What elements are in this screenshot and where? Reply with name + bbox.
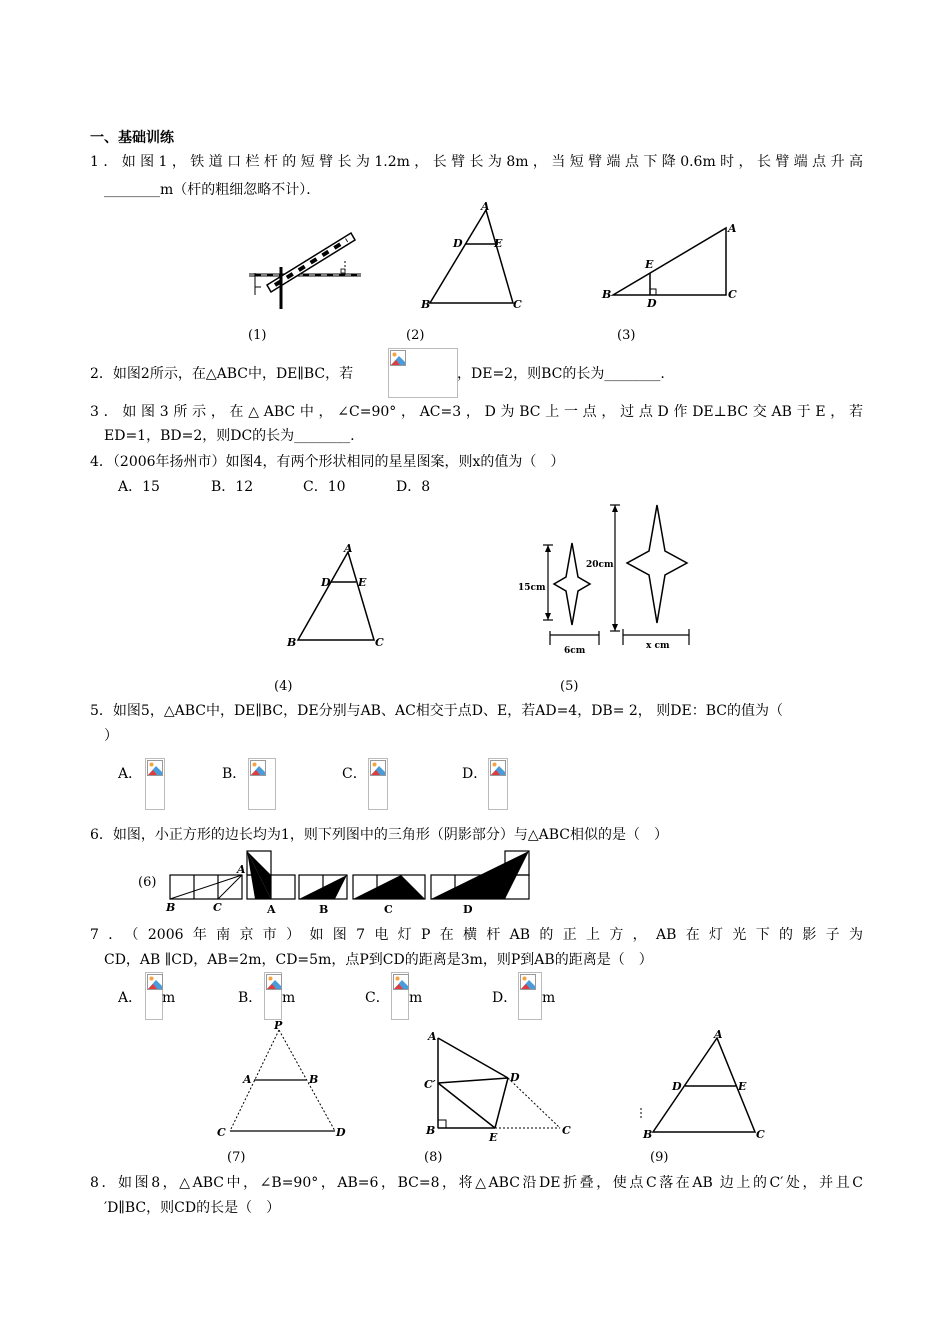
q5-line1: 5．如图5，△ABC中，DE∥BC，DE分别与AB、AC相交于点D、E，若AD=4，DB= 2， 则DE：BC的值为（ (90, 703, 783, 719)
q5-option-d[interactable]: D． (462, 766, 488, 782)
fig4-label-e: E (358, 576, 367, 589)
broken-image-icon (250, 760, 266, 776)
broken-image-icon (490, 760, 506, 776)
fig3-label-c: C (728, 288, 737, 301)
fig7-label-d: D (336, 1126, 346, 1139)
figure-1-caption: (1) (248, 328, 267, 343)
figure-6-grids (165, 845, 530, 915)
fig8-label-c: C (562, 1124, 571, 1137)
figure-4-caption: (4) (274, 679, 293, 694)
fig2-label-b: B (421, 298, 431, 311)
figure-9-caption: (9) (650, 1150, 669, 1165)
figure-7-caption: (7) (227, 1150, 246, 1165)
fig2-label-a: A (481, 200, 490, 213)
fig9-label-a: A (714, 1028, 723, 1041)
q7-line1: 7．（2006年南京市）如图7电灯P在横杆AB的正上方，AB在灯光下的影子为 (90, 927, 863, 943)
q5-option-a-image (145, 758, 165, 810)
fig3-label-a: A (728, 222, 737, 235)
broken-image-icon (520, 974, 536, 990)
broken-image-icon (393, 974, 409, 990)
q4-option-c[interactable]: C．10 (303, 479, 346, 495)
fig7-label-a: A (243, 1073, 252, 1086)
figure-5-caption: (5) (560, 679, 579, 694)
q5-option-c[interactable]: C． (342, 766, 367, 782)
q1-line2: ________m（杆的粗细忽略不计）． (104, 182, 321, 198)
fig8-label-e: E (489, 1131, 498, 1143)
fig5-label-20cm: 20cm (586, 560, 614, 570)
fig6-option-b-label: B (319, 903, 329, 915)
broken-image-icon (266, 974, 282, 990)
fig6-option-a-label: A (267, 903, 276, 915)
fig5-label-15cm: 15cm (518, 583, 546, 593)
q8-line2: ′D∥BC，则CD的长是（ ） (104, 1200, 281, 1216)
fig6-abc-grid (165, 863, 246, 914)
figure-7-lamp (210, 1018, 360, 1143)
fig4-label-b: B (287, 636, 297, 649)
fig5-label-6cm: 6cm (564, 646, 586, 655)
fig8-label-c-prime: C′ (424, 1078, 436, 1091)
figure-8-fold (420, 1028, 580, 1143)
fig8-label-a: A (428, 1030, 437, 1043)
q4-option-d[interactable]: D．8 (396, 479, 431, 495)
fig8-label-d: D (510, 1071, 520, 1084)
q7-option-a-unit: m (162, 990, 176, 1006)
q7-option-b-image (264, 972, 282, 1020)
figure-9-triangle (635, 1028, 775, 1143)
fig9-label-d: D (672, 1080, 682, 1093)
q7-option-a[interactable]: A． (118, 990, 143, 1006)
figure-4-triangle (280, 540, 390, 655)
q7-option-d-unit: m (542, 990, 556, 1006)
q7-option-b[interactable]: B． (238, 990, 263, 1006)
q6-line1: 6．如图，小正方形的边长均为1，则下列图中的三角形（阴影部分）与△ABC相似的是（ ） (90, 827, 668, 843)
figure-1-barrier (245, 225, 375, 315)
fig3-label-e: E (645, 258, 654, 271)
q7-option-d-image (518, 972, 542, 1020)
q4-line1: 4．（2006年扬州市）如图4，有两个形状相同的星星图案，则x的值为（ ） (90, 454, 565, 470)
q3-line2: ED=1，BD=2，则DC的长为________. (104, 428, 355, 444)
q8-line1: 8．如图8，△ABC中，∠B=90°，AB=6，BC=8，将△ABC沿DE折叠，使点C落在AB 边上的C′处，并且C (90, 1175, 863, 1191)
q7-option-d[interactable]: D． (492, 990, 518, 1006)
figure-5-stars (515, 495, 705, 655)
q1-line1: 1．如图1，铁道口栏杆的短臂长为1.2m，长臂长为8m，当短臂端点下降0.6m时，长臂端点升高 (90, 154, 863, 170)
q2-text-part1: 2．如图2所示，在△ABC中，DE∥BC，若 (90, 366, 354, 382)
q2-formula-image (388, 348, 458, 398)
figure-2-caption: (2) (406, 328, 425, 343)
fig6-label-b: B (166, 901, 176, 914)
fig7-label-c: C (217, 1126, 226, 1139)
broken-image-icon (390, 350, 406, 366)
fig2-label-e: E (494, 237, 503, 250)
q5-option-b[interactable]: B． (222, 766, 247, 782)
q7-option-c-image (391, 972, 409, 1020)
fig9-label-c: C (756, 1128, 765, 1141)
q7-line2: CD，AB ∥CD，AB=2m，CD=5m，点P到CD的距离是3m，则P到AB的距离是（ ） (104, 952, 653, 968)
figure-3-triangle (600, 220, 750, 310)
figure-6-label: (6) (138, 875, 157, 890)
fig3-label-d: D (647, 297, 657, 310)
figure-8-caption: (8) (424, 1150, 443, 1165)
q7-option-c-unit: m (409, 990, 423, 1006)
fig6-option-c-label: C (384, 903, 393, 915)
q7-option-b-unit: m (282, 990, 296, 1006)
fig2-label-c: C (513, 298, 522, 311)
q5-option-c-image (368, 758, 388, 810)
figure-3-caption: (3) (617, 328, 636, 343)
q2-text-part2: ，DE=2，则BC的长为________. (457, 366, 665, 382)
broken-image-icon (370, 760, 386, 776)
fig7-label-p: P (274, 1019, 283, 1032)
fig8-label-b: B (426, 1124, 436, 1137)
fig6-option-d-label: D (463, 903, 473, 915)
fig6-option-c (353, 875, 425, 915)
fig3-label-b: B (602, 288, 612, 301)
fig2-label-d: D (453, 237, 463, 250)
q7-option-c[interactable]: C． (365, 990, 390, 1006)
fig4-label-c: C (375, 636, 384, 649)
q4-option-a[interactable]: A．15 (118, 479, 160, 495)
fig4-label-a: A (344, 542, 353, 555)
fig9-label-e: E (738, 1080, 747, 1093)
fig7-label-b: B (309, 1073, 319, 1086)
q5-option-a[interactable]: A． (118, 766, 143, 782)
fig4-label-d: D (321, 576, 331, 589)
q5-option-b-image (248, 758, 276, 810)
broken-image-icon (147, 974, 163, 990)
q3-line1: 3．如图3所示，在△ABC中，∠C=90°，AC=3，D为BC上一点，过点D作DE⊥BC交AB于E，若 (90, 404, 863, 420)
fig6-option-d (431, 851, 529, 915)
q5-option-d-image (488, 758, 508, 810)
fig6-label-c: C (213, 901, 222, 914)
fig5-label-xcm: x cm (646, 641, 670, 651)
q7-option-a-image (145, 972, 163, 1020)
section-title: 一、基础训练 (90, 130, 174, 146)
broken-image-icon (147, 760, 163, 776)
fig9-label-b: B (643, 1128, 653, 1141)
fig6-option-a (247, 851, 295, 915)
q5-line2: ） (104, 728, 118, 744)
q4-option-b[interactable]: B．12 (211, 479, 254, 495)
figure-2-triangle (415, 200, 530, 315)
fig6-label-a: A (237, 863, 246, 876)
fig6-option-b (299, 875, 347, 915)
